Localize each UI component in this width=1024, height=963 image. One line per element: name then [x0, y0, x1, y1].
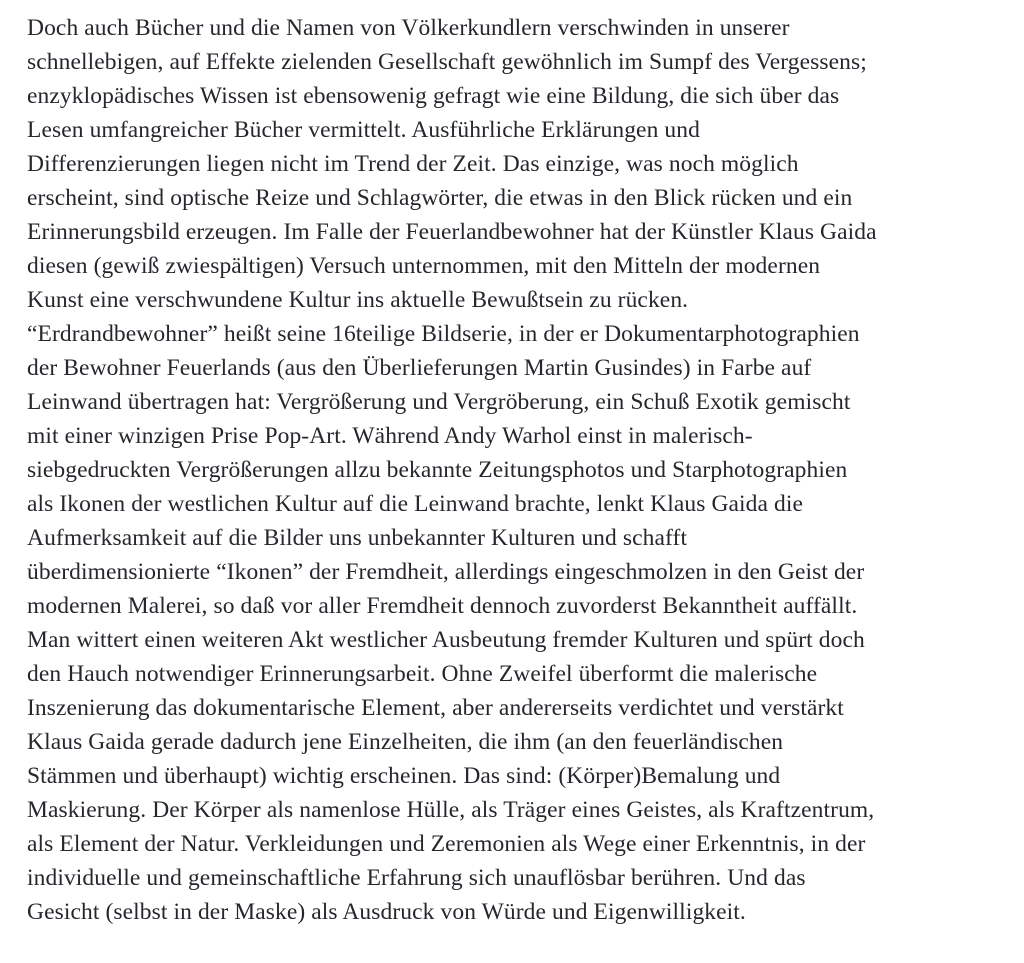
text-line: individuelle und gemeinschaftliche Erfahrung sich unauflösbar berühren. Und das [27, 865, 806, 891]
text-line: Aufmerksamkeit auf die Bilder uns unbekannter Kulturen und schafft [27, 525, 688, 551]
text-line: Leinwand übertragen hat: Vergrößerung und Vergröberung, ein Schuß Exotik gemischt [27, 389, 851, 415]
text-line: als Ikonen der westlichen Kultur auf die Leinwand brachte, lenkt Klaus Gaida die [27, 491, 804, 517]
text-line: Kunst eine verschwundene Kultur ins aktuelle Bewußtsein zu rücken. [27, 287, 689, 313]
text-line: Maskierung. Der Körper als namenlose Hülle, als Träger eines Geistes, als Kraftzentrum, [27, 797, 875, 823]
text-line: mit einer winzigen Prise Pop-Art. Während Andy Warhol einst in malerisch- [27, 423, 753, 449]
text-line: Erinnerungsbild erzeugen. Im Falle der Feuerlandbewohner hat der Künstler Klaus Gaida [27, 219, 877, 245]
text-line: schnellebigen, auf Effekte zielenden Gesellschaft gewöhnlich im Sumpf des Vergessens; [27, 49, 867, 75]
text-line: Differenzierungen liegen nicht im Trend der Zeit. Das einzige, was noch möglich [27, 151, 799, 177]
text-line: Lesen umfangreicher Bücher vermittelt. Ausführliche Erklärungen und [27, 117, 700, 143]
text-line: als Element der Natur. Verkleidungen und Zeremonien als Wege einer Erkenntnis, in der [27, 831, 866, 857]
text-line: den Hauch notwendiger Erinnerungsarbeit. Ohne Zweifel überformt die malerische [27, 661, 818, 687]
text-line: überdimensionierte “Ikonen” der Fremdheit, allerdings eingeschmolzen in den Geist der [27, 559, 865, 585]
text-line: Stämmen und überhaupt) wichtig erscheinen. Das sind: (Körper)Bemalung und [27, 763, 781, 789]
text-line: “Erdrandbewohner” heißt seine 16teilige Bildserie, in der er Dokumentarphotographien [27, 321, 860, 347]
text-line: modernen Malerei, so daß vor aller Fremdheit dennoch zuvorderst Bekanntheit auffällt. [27, 593, 858, 619]
text-line: siebgedruckten Vergrößerungen allzu bekannte Zeitungsphotos und Starphotographien [27, 457, 848, 483]
text-line: erscheint, sind optische Reize und Schlagwörter, die etwas in den Blick rücken und ein [27, 185, 853, 211]
text-line: der Bewohner Feuerlands (aus den Überlieferungen Martin Gusindes) in Farbe auf [27, 355, 812, 381]
text-line: Doch auch Bücher und die Namen von Völkerkundlern verschwinden in unserer [27, 15, 790, 41]
text-line: Inszenierung das dokumentarische Element, aber andererseits verdichtet und verstärkt [27, 695, 844, 721]
text-line: enzyklopädisches Wissen ist ebensowenig gefragt wie eine Bildung, die sich über das [27, 83, 840, 109]
text-line: Man wittert einen weiteren Akt westlicher Ausbeutung fremder Kulturen und spürt doch [27, 627, 865, 653]
text-line: Gesicht (selbst in der Maske) als Ausdruck von Würde und Eigenwilligkeit. [27, 899, 746, 925]
text-line: diesen (gewiß zwiespältigen) Versuch unternommen, mit den Mitteln der modernen [27, 253, 821, 279]
text-line: Klaus Gaida gerade dadurch jene Einzelheiten, die ihm (an den feuerländischen [27, 729, 784, 755]
